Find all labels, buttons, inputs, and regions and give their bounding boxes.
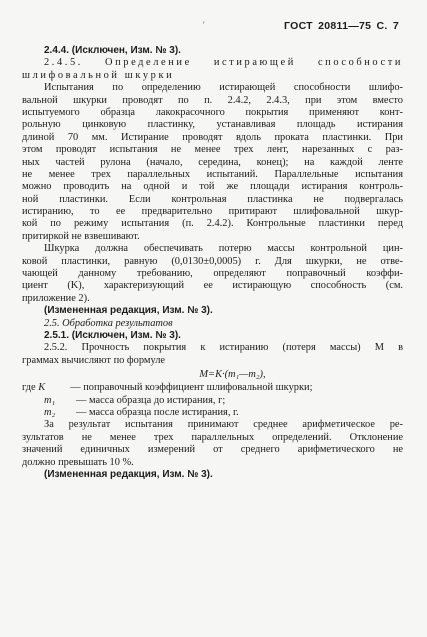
text-line: 2.5.2. Прочность покрытия к истиранию (потеря массы) M в bbox=[44, 342, 403, 354]
text-line: кой по режиму испытания (п. 2.4.2). Контрольные пластинки перед bbox=[22, 218, 403, 230]
text-line: притиркой не взвешивают. bbox=[22, 230, 140, 242]
text-line: Шкурка должна обеспечивать потерю массы контрольной цин- bbox=[44, 243, 403, 255]
text-line: (Измененная редакция, Изм. № 3). bbox=[44, 468, 213, 480]
text-line: (Измененная редакция, Изм. № 3). bbox=[44, 305, 213, 317]
text-line: За результат испытания принимают среднее арифметическое ре- bbox=[44, 419, 403, 431]
document-body bbox=[22, 45, 403, 481]
definition-row bbox=[22, 382, 403, 394]
definition-text: — масса образца до истирания, г; bbox=[76, 394, 226, 406]
formula-definitions bbox=[22, 382, 403, 419]
definition-symbol: m₂ bbox=[44, 406, 56, 418]
text-block-main bbox=[22, 45, 403, 367]
definition-symbol: K bbox=[38, 382, 46, 394]
text-line: приложение 2). bbox=[22, 292, 90, 304]
text-line: испытуемого образца лакокрасочного покрытия применяют конт- bbox=[22, 106, 403, 118]
text-line: 2.5.1. (Исключен, Изм. № 3). bbox=[44, 329, 181, 341]
text-line: циент (K), характеризующий ее истирающую способность (см. bbox=[22, 280, 403, 292]
text-line: должно превышать 10 %. bbox=[22, 456, 134, 468]
definition-row bbox=[22, 407, 403, 419]
definition-text: — масса образца после истирания, г. bbox=[76, 406, 239, 418]
text-line: ных частей рулона (начало, середина, конец); на каждой ленте bbox=[22, 156, 403, 168]
text-line: шлифовальной шкурки bbox=[22, 69, 175, 81]
text-line: ной пластинки. Если контрольная пластинка не подвергалась bbox=[22, 193, 403, 205]
text-line: ковой пластинки, равную (0,0130±0,0005) г. Для шкурки, не отве- bbox=[22, 255, 403, 267]
definition-prefix: где bbox=[22, 382, 39, 394]
text-line: длиной 70 мм. Истирание проводят вдоль проката пластинки. При bbox=[22, 131, 403, 143]
text-block-results bbox=[22, 419, 403, 481]
text-line: рольную цинковую пластинку, устанавливая площадь истирания bbox=[22, 119, 403, 131]
text-line: не менее трех параллельных испытаний. Параллельные испытания bbox=[22, 168, 403, 180]
text-line: можно проводить на одной и той же площади истирания контроль- bbox=[22, 181, 403, 193]
top-mark: ' bbox=[203, 20, 205, 30]
text-line: граммах вычисляют по формуле bbox=[22, 354, 165, 366]
text-line: этом проводят испытания не менее трех лент, нарезанных с раз- bbox=[22, 144, 403, 156]
text-line: зультатов не менее трех параллельных определений. Отклонение bbox=[22, 431, 403, 443]
text-line: 2.4.4. (Исключен, Изм. № 3). bbox=[44, 45, 181, 56]
text-line: 2.5. Обработка результатов bbox=[44, 317, 173, 329]
formula: M=K·(m₁—m₂), bbox=[199, 369, 266, 381]
text-line: Испытания по определению истирающей способности шлифо- bbox=[44, 82, 403, 94]
definition-row bbox=[22, 395, 403, 407]
text-line: чающей данному требованию, определяют поправочный коэффи- bbox=[22, 268, 403, 280]
page-header: ГОСТ 20811—75 С. 7 bbox=[283, 20, 399, 32]
definition-text: — поправочный коэффициент шлифовальной шкурки; bbox=[70, 382, 313, 394]
definition-symbol: m₁ bbox=[44, 394, 56, 406]
text-line: 2.4.5. Определение истирающей способности bbox=[44, 57, 403, 69]
text-line: вальной шкурки проводят по п. 2.4.2, 2.4.3, при этом вместо bbox=[22, 94, 403, 106]
text-line: значений единичных измерений от среднего арифметического не bbox=[22, 444, 403, 456]
text-line: истиранию, то ее предварительно притирают шлифовальной шкур- bbox=[22, 206, 403, 218]
